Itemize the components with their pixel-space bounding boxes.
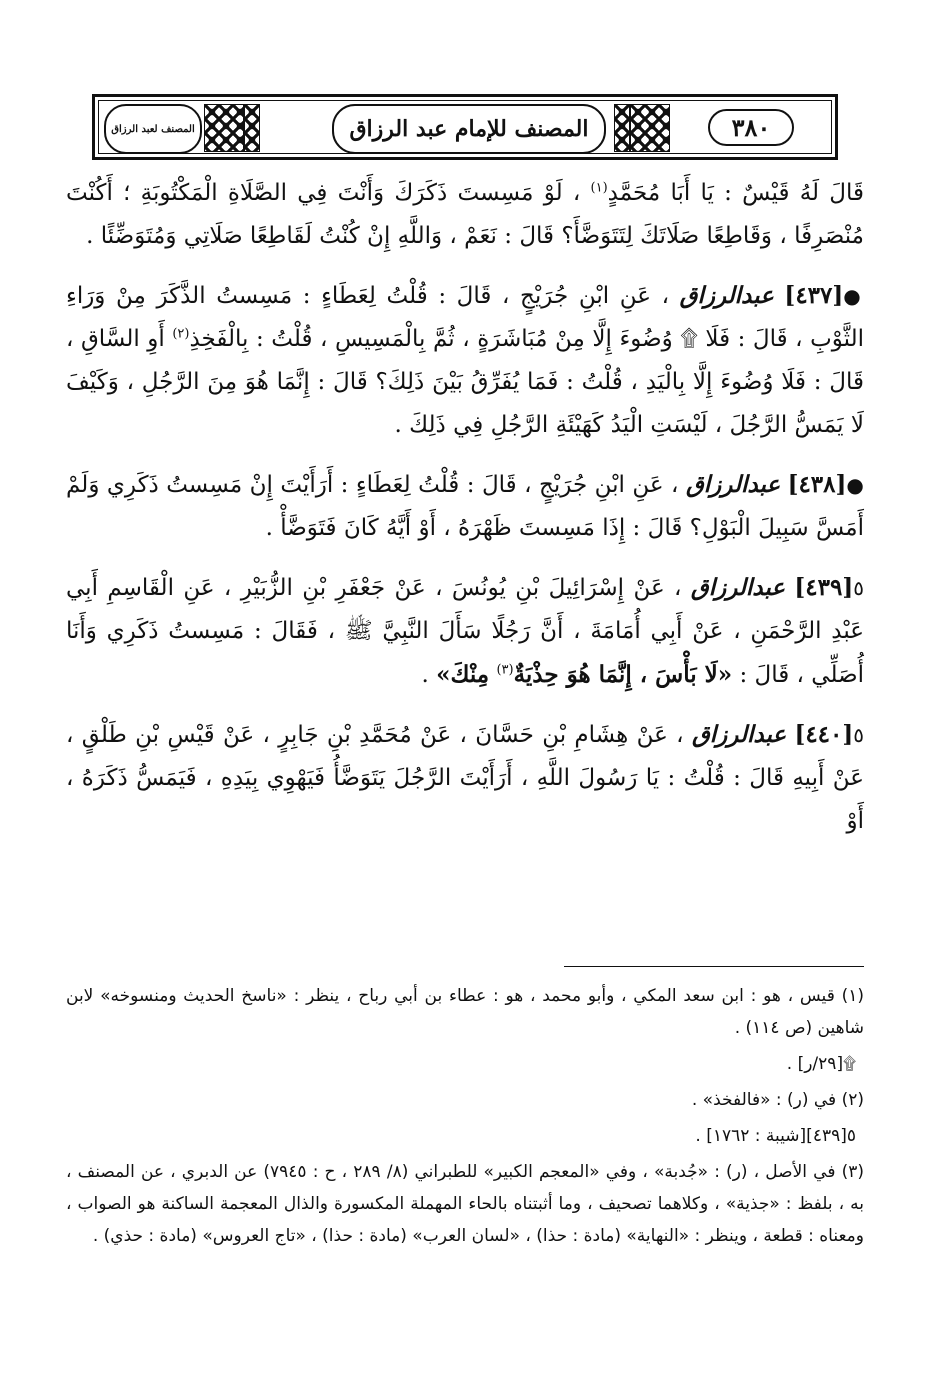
bullet-marker: ● <box>843 284 865 308</box>
footnote-ref: (٣) <box>496 662 514 678</box>
publisher-logo <box>104 104 202 154</box>
footnotes <box>66 980 864 1256</box>
circle-marker: ٥ <box>853 576 864 600</box>
narrator-name: عبدالرزاق <box>685 471 781 498</box>
footnote-3: (٣) في الأصل ، (ر) : «جُدبة» ، وفي «المعجم الكبير» للطبراني (٨/ ٢٨٩ ، ح : ٧٩٤٥) عن الدبري ، عن المصنف ، به ، بلفظ : «جذية» ، وكلاهما تصحيف ، وما أثبتناه بالحاء المهملة المكسورة والذال المعجمة الساكنة هو الصواب ، ومعناه : قطعة ، وينظر : «النهاية» (مادة : حذا) ، «لسان العرب» (مادة : حذا) ، «تاج العروس» (مادة : حذي) . <box>66 1162 864 1246</box>
footnote-1: (١) قيس ، هو : ابن سعد المكي ، وأبو محمد ، هو : عطاء بن أبي رباح ، ينظر : «ناسخ الحديث ومنسوخه» لابن شاهين (ص ١١٤) . <box>66 986 864 1038</box>
book-title: المصنف للإمام عبد الرزاق <box>349 116 589 142</box>
hadith-440: ٥[٤٤٠] عبدالرزاق ، عَنْ هِشَامِ بْنِ حَسَّانَ ، عَنْ مُحَمَّدِ بْنِ جَابِرٍ ، عَنْ قَيْسِ بْنِ طَلْقٍ ، عَنْ أَبِيهِ قَالَ : قُلْتُ : يَا رَسُولَ اللَّهِ ، أَرَأَيْتَ الرَّجُلَ يَتَوَضَّأُ فَيَهْوِي بِيَدِهِ ، فَيَمَسُّ ذَكَرَهُ ، أَوْ <box>66 721 865 834</box>
footnote-source: ٥[٤٣٩][شيبة : ١٧٦٢] . <box>695 1126 856 1146</box>
paragraph-continuation: قَالَ لَهُ قَيْسٌ : يَا أَبَا مُحَمَّدٍ$^{(١)}$ ، لَوْ مَسِستَ ذَكَرَكَ وَأَنْتَ فِي الصَّلَاةِ الْمَكْتُوبَةِ ؛ أَكُنْتَ مُنْصَرِفًا ، وَقَاطِعًا صَلَاتَكَ لِتَتَوَضَّأَ؟ قَالَ : نَعَمْ ، وَاللَّهِ إِنْ كُنْتُ لَقَاطِعًا صَلَاتِي وَمُتَوَضِّئًا . <box>66 180 864 249</box>
ornament-pattern <box>630 104 670 152</box>
title-cartouche <box>332 104 606 154</box>
bullet-marker: ● <box>846 473 864 497</box>
hadith-number: [٤٣٧] <box>784 282 844 309</box>
page-number-box <box>676 104 826 150</box>
page-number: ٣٨٠ <box>708 109 795 146</box>
hadith-439: ٥[٤٣٩] عبدالرزاق ، عَنْ إِسْرَائِيلَ بْنِ يُونُسَ ، عَنْ جَعْفَرِ بْنِ الزُّبَيْرِ ، عَنِ الْقَاسِمِ أَبِي عَبْدِ الرَّحْمَنِ ، عَنْ أَبِي أُمَامَةَ ، أَنَّ رَجُلًا سَأَلَ النَّبِيَّ ﷺ ، فَقَالَ : مَسِستُ ذَكَرِي وَأَنَا أُصَلِّي ، قَالَ : «لَا بَأْسَ ، إِنَّمَا هُوَ حِذْيَةٌ$^{(٣)}$ مِنْكَ» . <box>66 574 864 688</box>
footnote-divider <box>564 966 864 967</box>
footnote-mark: ۩[٢٩/ر] . <box>786 1054 856 1074</box>
hadith-437: ●[٤٣٧] عبدالرزاق ، عَنِ ابْنِ جُرَيْجٍ ، قَالَ : قُلْتُ لِعَطَاءٍ : مَسِستُ الذَّكَرَ مِنْ وَرَاءِ الثَّوْبِ ، قَالَ : فَلَا ۩ وُضُوءَ إِلَّا مِنْ مُبَاشَرَةٍ ، ثُمَّ بِالْمَسِيسِ ، قُلْتُ : بِالْفَخِذِ$^{(٢)}$ أَوِ السَّاقِ ، قَالَ : فَلَا وُضُوءَ إِلَّا بِالْيَدِ ، قُلْتُ : فَمَا يُفَرِّقُ بَيْنَ ذَلِكَ؟ قَالَ : إِنَّمَا هُوَ مِنَ الرَّجُلِ ، وَكَيْفَ لَا يَمَسُّ الرَّجُلَ ، لَيْسَتِ الْيَدُ كَهَيْئَةِ الرَّجُلِ فِي ذَلِكَ . <box>66 282 865 438</box>
ornament-pattern <box>204 104 244 152</box>
main-text <box>66 172 864 859</box>
ornament-pattern <box>244 104 260 152</box>
prophetic-saying: «لَا بَأْسَ ، إِنَّمَا هُوَ حِذْيَةٌ <box>513 661 733 688</box>
narrator-name: عبدالرزاق <box>679 282 774 309</box>
footnote-ref: (٢) <box>172 326 190 342</box>
hadith-number: [٤٣٨] <box>787 471 847 498</box>
footnote-2: (٢) في (ر) : «فالفخذ» . <box>691 1090 864 1110</box>
circle-marker: ٥ <box>853 723 865 747</box>
hadith-438: ●[٤٣٨] عبدالرزاق ، عَنِ ابْنِ جُرَيْجٍ ، قَالَ : قُلْتُ لِعَطَاءٍ : أَرَأَيْتَ إِنْ مَسِستُ ذَكَرِي وَلَمْ أَمَسَّ سَبِيلَ الْبَوْلِ؟ قَالَ : إِذَا مَسِستَ ظَهْرَهُ ، أَوْ أَيَّهُ كَانَ فَتَوَضَّأْ . <box>66 471 864 541</box>
hadith-number: [٤٣٩] <box>794 574 854 601</box>
manuscript-mark: ۩ <box>680 326 698 352</box>
ornament-pattern <box>614 104 630 152</box>
hadith-number: [٤٤٠] <box>794 721 854 748</box>
narrator-name: عبدالرزاق <box>690 574 786 601</box>
narrator-name: عبدالرزاق <box>691 721 787 748</box>
page-header <box>92 94 838 160</box>
footnote-ref: (١) <box>590 180 608 196</box>
logo-text: المصنف لعبد الرزاق <box>111 123 195 135</box>
